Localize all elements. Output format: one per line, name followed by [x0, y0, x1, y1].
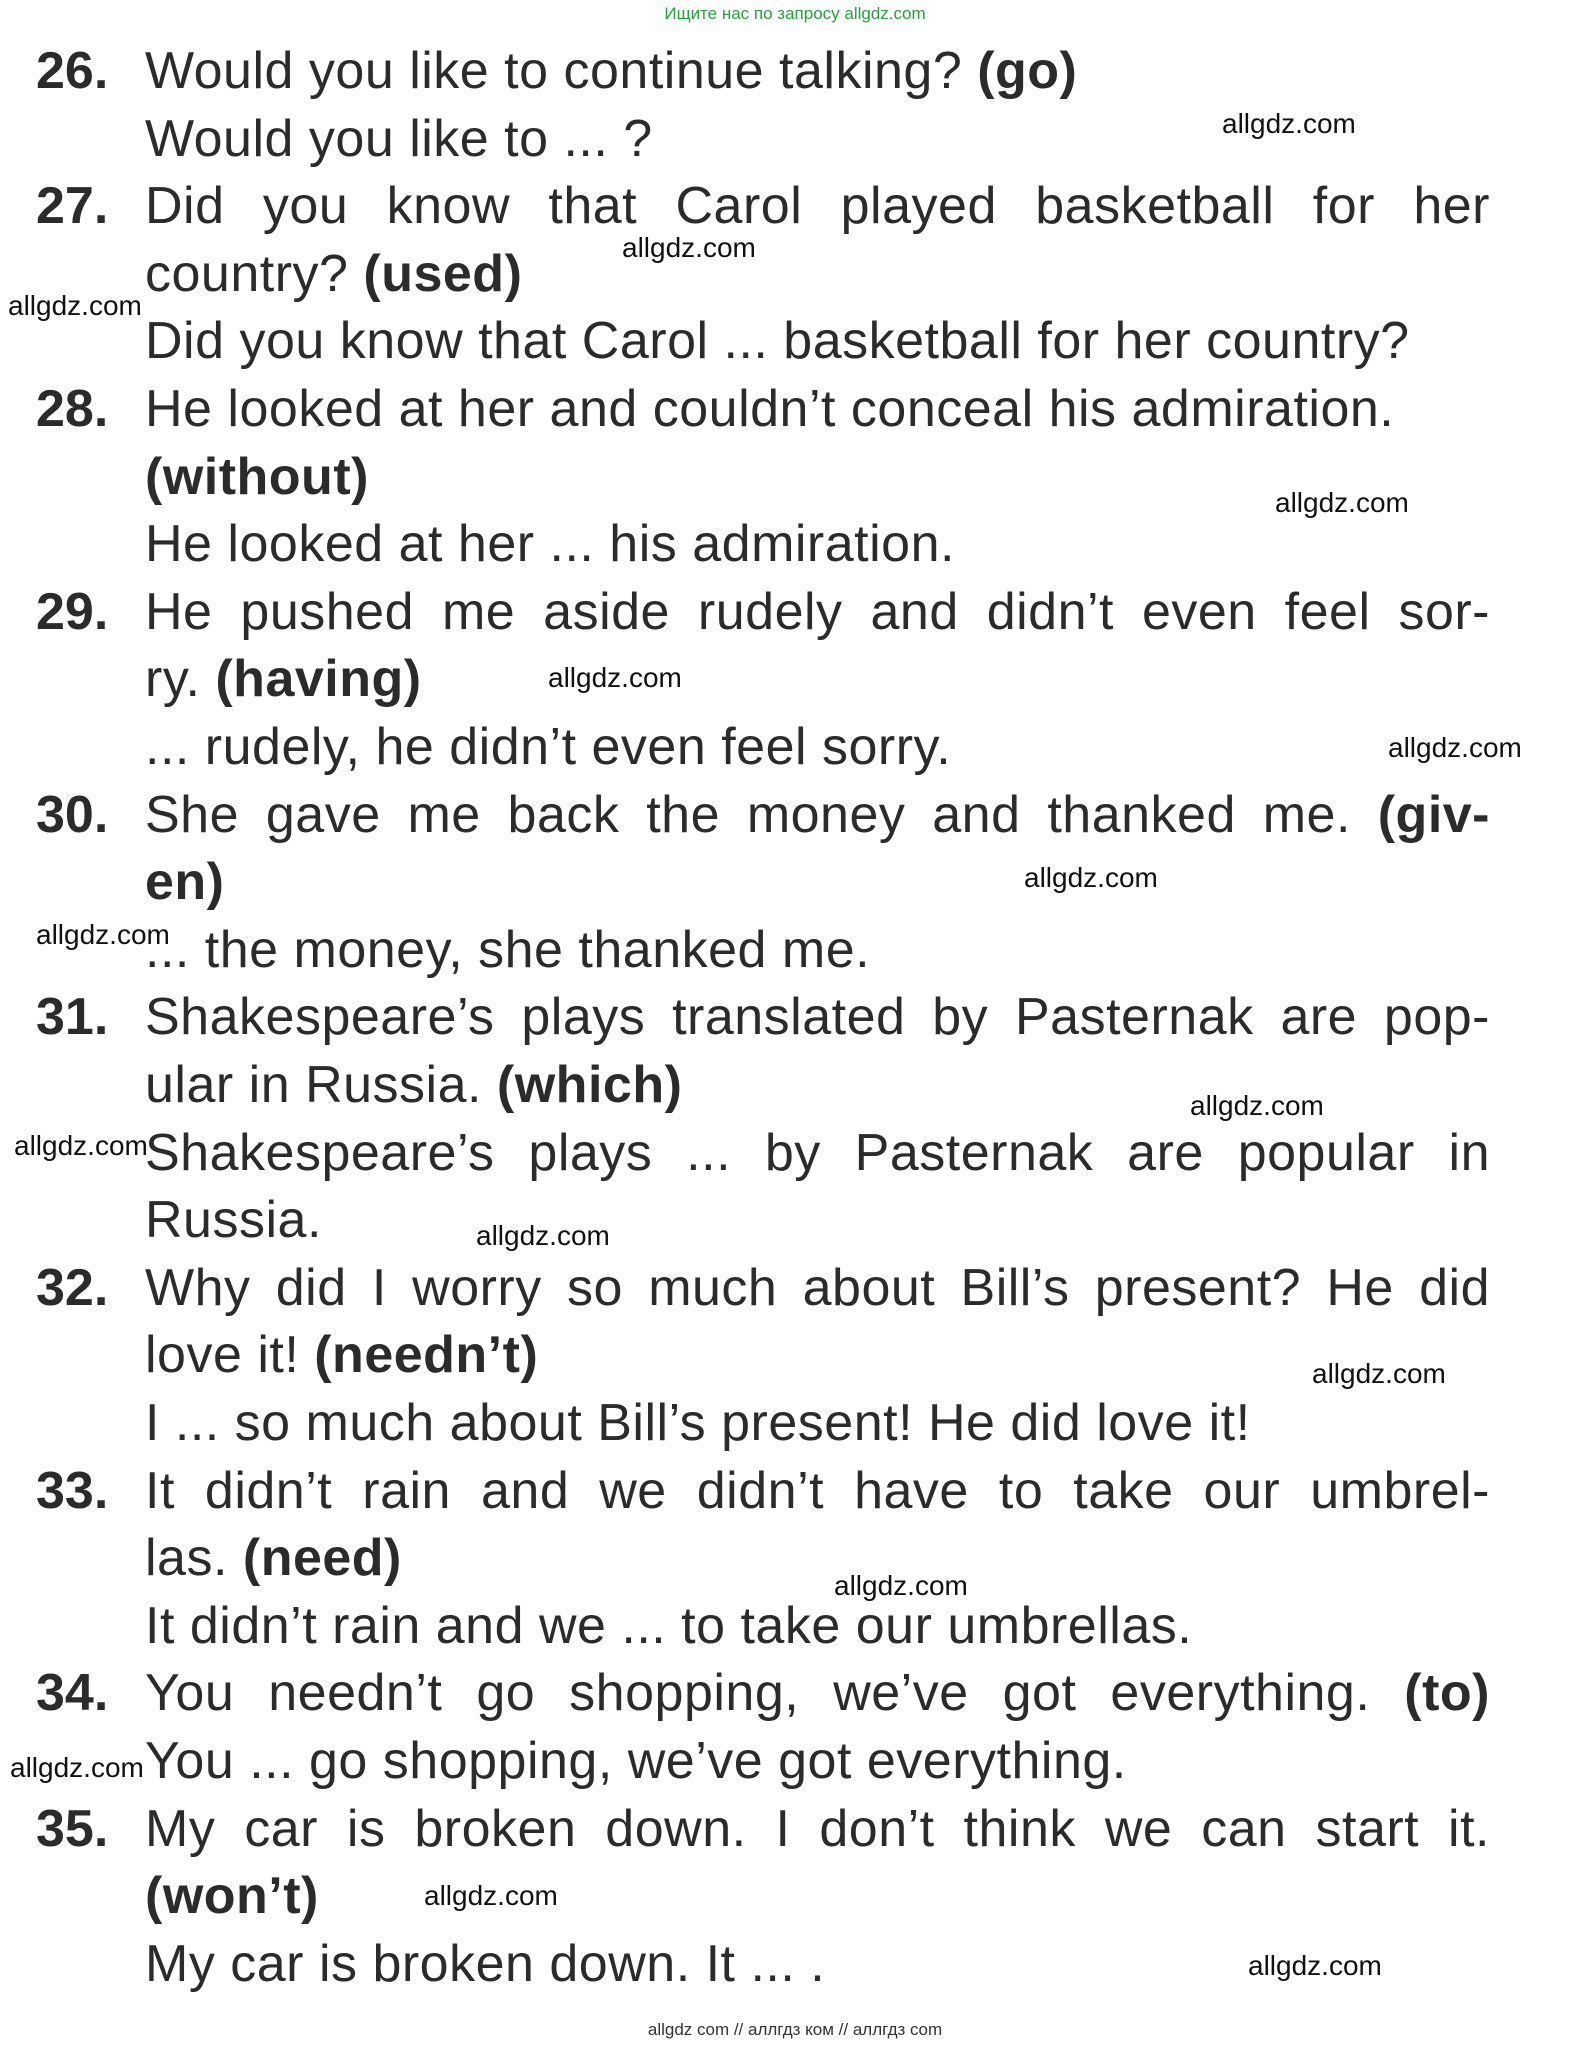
exercise-line [145, 1324, 1490, 1386]
sentence-text: Did you know that Carol played basketball for her [145, 177, 1490, 236]
sentence-text: My car is broken down. I don’t think we can start it. [145, 1799, 1490, 1858]
keyword-hint: (which) [496, 1056, 683, 1114]
exercise-number: 32. [36, 1258, 109, 1317]
watermark-text: allgdz.com [36, 919, 170, 950]
sentence-text: It didn’t rain and we ... to take our umbrellas. [145, 1596, 1193, 1655]
watermark-text: allgdz.com [1190, 1090, 1324, 1121]
exercise-line [145, 784, 1490, 846]
exercise-number: 29. [36, 582, 109, 641]
exercise-line [145, 310, 1490, 372]
keyword-hint: (won’t) [145, 1867, 319, 1926]
sentence-text: My car is broken down. It ... . [145, 1934, 826, 1993]
watermark-text: allgdz.com [1024, 862, 1158, 893]
exercise-line [145, 716, 1490, 778]
keyword-hint: (having) [215, 650, 422, 709]
footer-watermark: allgdz com // аллгдз ком // аллгдз com [647, 2020, 943, 2039]
sentence-text: You needn’t go shopping, we’ve got everything. [145, 1664, 1405, 1723]
sentence-text: Would you like to continue talking? [145, 42, 978, 100]
exercise-line [145, 1662, 1490, 1724]
sentence-text: Shakespeare’s plays ... by Pasternak are popular in [145, 1123, 1490, 1182]
sentence-text: las. [145, 1529, 243, 1588]
watermark-text: allgdz.com [1388, 732, 1522, 763]
sentence-text: ... the money, she thanked me. [145, 920, 871, 979]
exercise-line [145, 513, 1490, 575]
sentence-text: I ... so much about Bill’s present! He did love it! [145, 1394, 1251, 1452]
sentence-text: She gave me back the money and thanked me. [145, 785, 1378, 844]
keyword-hint: (needn’t) [314, 1326, 539, 1385]
keyword-hint: (need) [242, 1529, 402, 1588]
keyword-hint: (without) [145, 447, 369, 506]
exercise-line [145, 1798, 1490, 1860]
exercise-line [145, 986, 1490, 1048]
exercise-line [145, 1392, 1490, 1454]
exercise-number: 35. [36, 1799, 109, 1858]
exercise-line [145, 1527, 1490, 1589]
sentence-text: Shakespeare’s plays translated by Pasternak are pop- [145, 988, 1490, 1047]
sentence-text: He looked at her and couldn’t conceal his admiration. [145, 380, 1395, 438]
watermark-text: allgdz.com [1222, 108, 1356, 139]
exercise-line [145, 1460, 1490, 1522]
exercise-number: 33. [36, 1461, 109, 1520]
sentence-text: love it! [145, 1326, 315, 1385]
watermark-text: allgdz.com [424, 1880, 558, 1911]
exercise-number: 27. [36, 177, 109, 236]
exercise-line [145, 648, 1490, 710]
sentence-text: He looked at her ... his admiration. [145, 515, 955, 574]
watermark-text: allgdz.com [476, 1220, 610, 1251]
sentence-text: ular in Russia. [145, 1056, 497, 1114]
keyword-hint: (to) [1404, 1664, 1490, 1723]
keyword-hint: (giv- [1377, 785, 1490, 844]
exercise-line [145, 378, 1490, 440]
exercise-line [145, 1189, 1490, 1251]
watermark-text: allgdz.com [1312, 1358, 1446, 1389]
watermark-text: allgdz.com [622, 232, 756, 263]
sentence-text: ry. [145, 650, 216, 709]
watermark-text: allgdz.com [834, 1570, 968, 1601]
exercise-line [145, 243, 1490, 305]
sentence-text: He pushed me aside rudely and didn’t even feel sor- [145, 582, 1490, 641]
exercise-line [145, 581, 1490, 643]
watermark-text: allgdz.com [548, 662, 682, 693]
top-banner[interactable]: Ищите нас по запросу allgdz.com [664, 4, 926, 23]
exercise-line [145, 1730, 1490, 1792]
watermark-text: allgdz.com [14, 1130, 148, 1161]
exercise-number: 31. [36, 988, 109, 1047]
sentence-text: Russia. [145, 1191, 322, 1250]
exercise-line [145, 919, 1490, 981]
watermark-text: allgdz.com [8, 290, 142, 321]
watermark-text: allgdz.com [1248, 1950, 1382, 1981]
exercise-number: 30. [36, 785, 109, 844]
keyword-hint: (used) [363, 244, 523, 303]
sentence-text: It didn’t rain and we didn’t have to take our umbrel- [145, 1461, 1490, 1520]
sentence-text: Would you like to ... ? [145, 109, 653, 168]
keyword-hint: en) [145, 853, 225, 912]
exercise-line [145, 175, 1490, 237]
watermark-text: allgdz.com [10, 1752, 144, 1783]
exercise-number: 26. [36, 42, 109, 100]
sentence-text: Why did I worry so much about Bill’s present? He did [145, 1258, 1490, 1317]
exercise-line [145, 1595, 1490, 1657]
sentence-text: country? [145, 244, 364, 303]
watermark-text: allgdz.com [1275, 487, 1409, 518]
sentence-text: Did you know that Carol ... basketball for her country? [145, 312, 1410, 371]
exercise-line [145, 1865, 1490, 1927]
keyword-hint: (go) [977, 42, 1078, 100]
exercise-line [145, 1257, 1490, 1319]
exercise-line [145, 1122, 1490, 1184]
exercise-line [145, 40, 1490, 102]
exercise-number: 34. [36, 1664, 109, 1723]
exercise-number: 28. [36, 380, 109, 438]
exercise-line [145, 851, 1490, 913]
sentence-text: You ... go shopping, we’ve got everything. [145, 1732, 1127, 1790]
sentence-text: ... rudely, he didn’t even feel sorry. [145, 718, 952, 776]
